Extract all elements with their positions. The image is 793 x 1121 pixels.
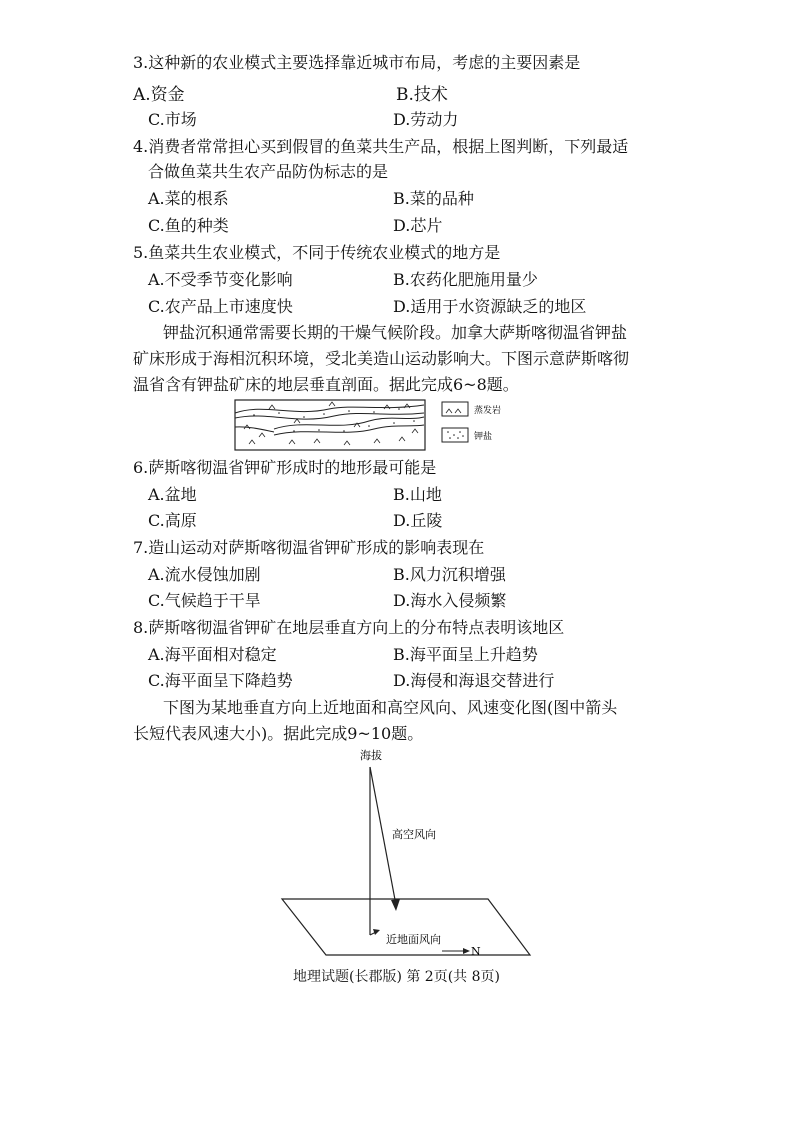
- page-footer: 地理试题(长郡版) 第 2页(共 8页): [292, 969, 500, 985]
- upper-wind-label: 高空风向: [392, 828, 436, 841]
- altitude-label: 海拔: [360, 749, 382, 762]
- wind-direction-figure: [270, 745, 570, 960]
- q6-option-c: C.高原: [148, 511, 197, 530]
- q7-option-d: D.海水入侵频繁: [393, 591, 507, 610]
- q6-option-a: A.盆地: [148, 485, 197, 504]
- q4-option-c: C.鱼的种类: [148, 216, 229, 235]
- q6-option-d: D.丘陵: [393, 511, 443, 530]
- intro-6-8-line2: 矿床形成于海相沉积环境，受北美造山运动影响大。下图示意萨斯喀彻: [133, 349, 630, 368]
- q6-stem: 6.萨斯喀彻温省钾矿形成时的地形最可能是: [133, 458, 437, 477]
- q5-option-a: A.不受季节变化影响: [148, 270, 293, 289]
- legend-potash-label: 钾盐: [474, 432, 493, 442]
- q7-option-a: A.流水侵蚀加剧: [148, 565, 261, 584]
- strata-section-figure: [234, 399, 514, 451]
- q8-option-a: A.海平面相对稳定: [148, 645, 277, 664]
- q5-option-b: B.农药化肥施用量少: [393, 270, 538, 289]
- q3-option-c: C.市场: [148, 110, 197, 129]
- q3-stem: 3.这种新的农业模式主要选择靠近城市布局，考虑的主要因素是: [133, 53, 581, 72]
- surface-wind-label: 近地面风向: [386, 933, 441, 946]
- q4-stem-line2: 合做鱼菜共生农产品防伪标志的是: [148, 162, 389, 181]
- q7-stem: 7.造山运动对萨斯喀彻温省钾矿形成的影响表现在: [133, 538, 485, 557]
- legend-evaporite-label: 蒸发岩: [474, 406, 502, 416]
- intro-9-10-line1: 下图为某地垂直方向上近地面和高空风向、风速变化图(图中箭头: [163, 698, 618, 717]
- q8-option-b: B.海平面呈上升趋势: [393, 645, 538, 664]
- q4-option-a: A.菜的根系: [148, 189, 229, 208]
- q5-option-d: D.适用于水资源缺乏的地区: [393, 297, 587, 316]
- intro-9-10-line2: 长短代表风速大小)。据此完成9~10题。: [133, 724, 424, 743]
- q8-option-d: D.海侵和海退交替进行: [393, 671, 555, 690]
- q3-option-b: B.技术: [396, 85, 448, 105]
- q6-option-b: B.山地: [393, 485, 442, 504]
- north-label: N: [471, 945, 481, 958]
- q7-option-b: B.风力沉积增强: [393, 565, 506, 584]
- q5-stem: 5.鱼菜共生农业模式，不同于传统农业模式的地方是: [133, 243, 501, 262]
- intro-6-8-line1: 钾盐沉积通常需要长期的干燥气候阶段。加拿大萨斯喀彻温省钾盐: [163, 323, 628, 342]
- q3-option-d: D.劳动力: [393, 110, 459, 129]
- intro-6-8-line3: 温省含有钾盐矿床的地层垂直剖面。据此完成6~8题。: [133, 375, 519, 394]
- q7-option-c: C.气候趋于干旱: [148, 591, 261, 610]
- q8-option-c: C.海平面呈下降趋势: [148, 671, 293, 690]
- q5-option-c: C.农产品上市速度快: [148, 297, 293, 316]
- q4-option-b: B.菜的品种: [393, 189, 474, 208]
- q4-option-d: D.芯片: [393, 216, 443, 235]
- q8-stem: 8.萨斯喀彻温省钾矿在地层垂直方向上的分布特点表明该地区: [133, 618, 565, 637]
- q4-stem-line1: 4.消费者常常担心买到假冒的鱼菜共生产品，根据上图判断，下列最适: [133, 137, 629, 156]
- q3-option-a: A.资金: [133, 85, 185, 105]
